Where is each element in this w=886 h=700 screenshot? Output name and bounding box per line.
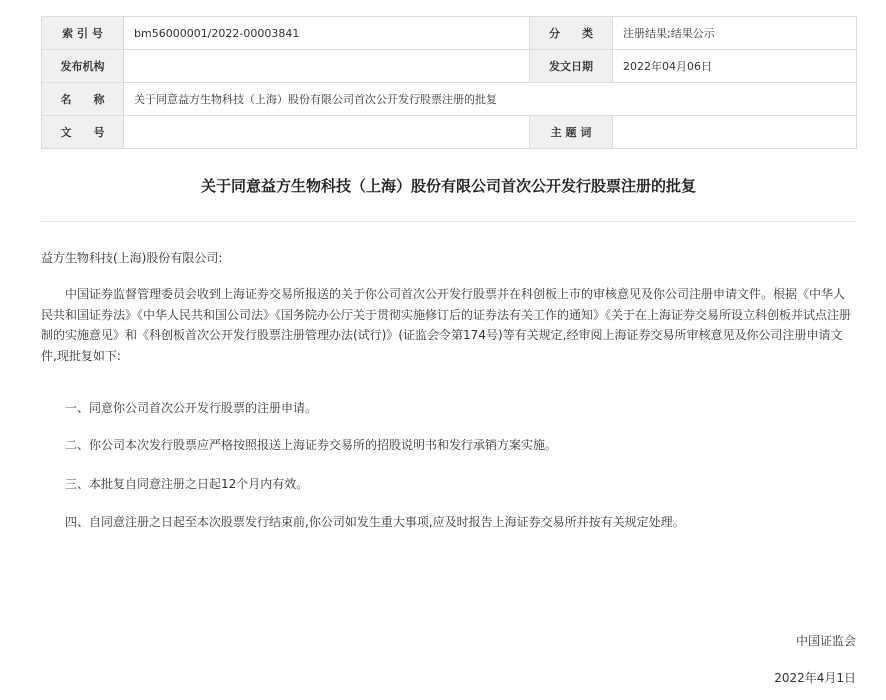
main-paragraph: 中国证券监督管理委员会收到上海证券交易所报送的关于你公司首次公开发行股票并在科创板上市的审核意见及你公司注册申请文件。根据《中华人民共和国证券法》《中华人民共和国公司法》《国务院办公厅关于贯彻实施修订后的证券法有关工作的通知》《关于在上海证券交易所设立科创板并试点注册制的实施意见》和《科创板首次公开发行股票注册管理办法(试行)》(证监会令第174号)等有关规定,经审阅上海证券交易所审核意见及你公司注册申请文件,现批复如下: [41,287,852,363]
index-label: 索 引 号 [42,17,124,50]
category-label: 分 类 [530,17,613,50]
signature-organization: 中国证监会 [795,634,856,648]
subject-value [613,116,857,149]
approval-item-3: 三、本批复自同意注册之日起12个月内有效。 [65,477,309,491]
addressee: 益方生物科技(上海)股份有限公司: [41,251,223,265]
metadata-row-docno [42,116,857,149]
issuer-value [124,50,530,83]
document-title: 关于同意益方生物科技（上海）股份有限公司首次公开发行股票注册的批复 [200,177,696,195]
title-divider [41,221,856,222]
category-value: 注册结果;结果公示 [613,17,857,50]
metadata-row-index [42,17,857,50]
docno-value [124,116,530,149]
date-value: 2022年04月06日 [613,50,857,83]
index-value: bm56000001/2022-00003841 [124,17,530,50]
subject-label: 主 题 词 [530,116,613,149]
metadata-row-name [42,83,857,116]
name-label: 名 称 [42,83,124,116]
approval-item-2: 二、你公司本次发行股票应严格按照报送上海证券交易所的招股说明书和发行承销方案实施。 [65,438,558,452]
signature-date: 2022年4月1日 [774,671,856,685]
name-value: 关于同意益方生物科技（上海）股份有限公司首次公开发行股票注册的批复 [124,83,857,116]
approval-item-1: 一、同意你公司首次公开发行股票的注册申请。 [65,401,318,415]
date-label: 发文日期 [530,50,613,83]
issuer-label: 发布机构 [42,50,124,83]
approval-item-4: 四、自同意注册之日起至本次股票发行结束前,你公司如发生重大事项,应及时报告上海证券交易所并按有关规定处理。 [65,515,685,529]
metadata-row-issuer [42,50,857,83]
metadata-table [41,16,857,149]
docno-label: 文 号 [42,116,124,149]
